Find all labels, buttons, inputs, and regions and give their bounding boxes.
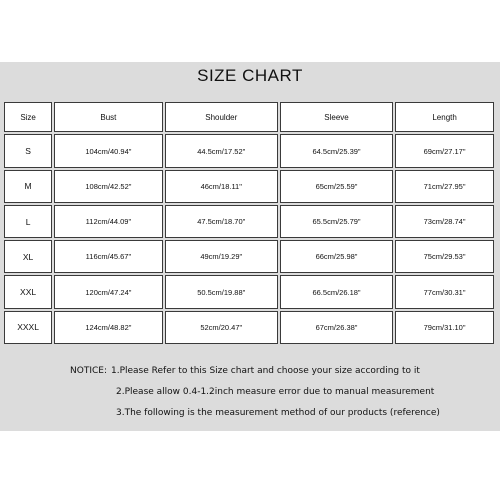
size-cell: XXL: [4, 275, 52, 308]
header-cell: Bust: [54, 102, 162, 132]
size-cell: S: [4, 134, 52, 167]
table-row: [4, 240, 494, 273]
table-cell: 66.5cm/26.18": [280, 275, 393, 308]
header-cell: Shoulder: [165, 102, 278, 132]
table-cell: 73cm/28.74": [395, 205, 494, 238]
header-cell: Length: [395, 102, 494, 132]
table-row: [4, 311, 494, 344]
table-cell: 116cm/45.67": [54, 240, 162, 273]
size-cell: XXXL: [4, 311, 52, 344]
chart-title: SIZE CHART: [197, 66, 303, 85]
table-cell: 79cm/31.10": [395, 311, 494, 344]
table-cell: 71cm/27.95": [395, 170, 494, 203]
table-cell: 104cm/40.94": [54, 134, 162, 167]
table-cell: 67cm/26.38": [280, 311, 393, 344]
table-cell: 46cm/18.11": [165, 170, 278, 203]
table-cell: 49cm/19.29": [165, 240, 278, 273]
table-cell: 65.5cm/25.79": [280, 205, 393, 238]
header-cell: Sleeve: [280, 102, 393, 132]
notice-block: [70, 361, 440, 424]
notice-line: [116, 403, 440, 424]
size-cell: XL: [4, 240, 52, 273]
size-cell: L: [4, 205, 52, 238]
table-cell: 77cm/30.31": [395, 275, 494, 308]
table-cell: 52cm/20.47": [165, 311, 278, 344]
size-cell: M: [4, 170, 52, 203]
notice-label: NOTICE:: [70, 366, 107, 376]
table-row: [4, 205, 494, 238]
table-cell: 124cm/48.82": [54, 311, 162, 344]
table-cell: 44.5cm/17.52": [165, 134, 278, 167]
table-cell: 64.5cm/25.39": [280, 134, 393, 167]
header-cell: Size: [4, 102, 52, 132]
table-row: [4, 275, 494, 308]
size-table: [2, 100, 496, 346]
notice-text: 1.Please Refer to this Size chart and choose your size according to it: [110, 366, 420, 376]
table-cell: 75cm/29.53": [395, 240, 494, 273]
table-cell: 65cm/25.59": [280, 170, 393, 203]
table-cell: 108cm/42.52": [54, 170, 162, 203]
notice-line: [70, 361, 440, 382]
table-cell: 47.5cm/18.70": [165, 205, 278, 238]
table-row: [4, 170, 494, 203]
table-row: [4, 134, 494, 167]
table-cell: 120cm/47.24": [54, 275, 162, 308]
table-header-row: [4, 102, 494, 132]
notice-text: 2.Please allow 0.4-1.2inch measure error due to manual measurement: [116, 387, 435, 397]
notice-line: [116, 382, 440, 403]
table-cell: 112cm/44.09": [54, 205, 162, 238]
table-cell: 69cm/27.17": [395, 134, 494, 167]
table-cell: 50.5cm/19.88": [165, 275, 278, 308]
notice-text: 3.The following is the measurement method of our products (reference): [116, 408, 440, 418]
table-cell: 66cm/25.98": [280, 240, 393, 273]
